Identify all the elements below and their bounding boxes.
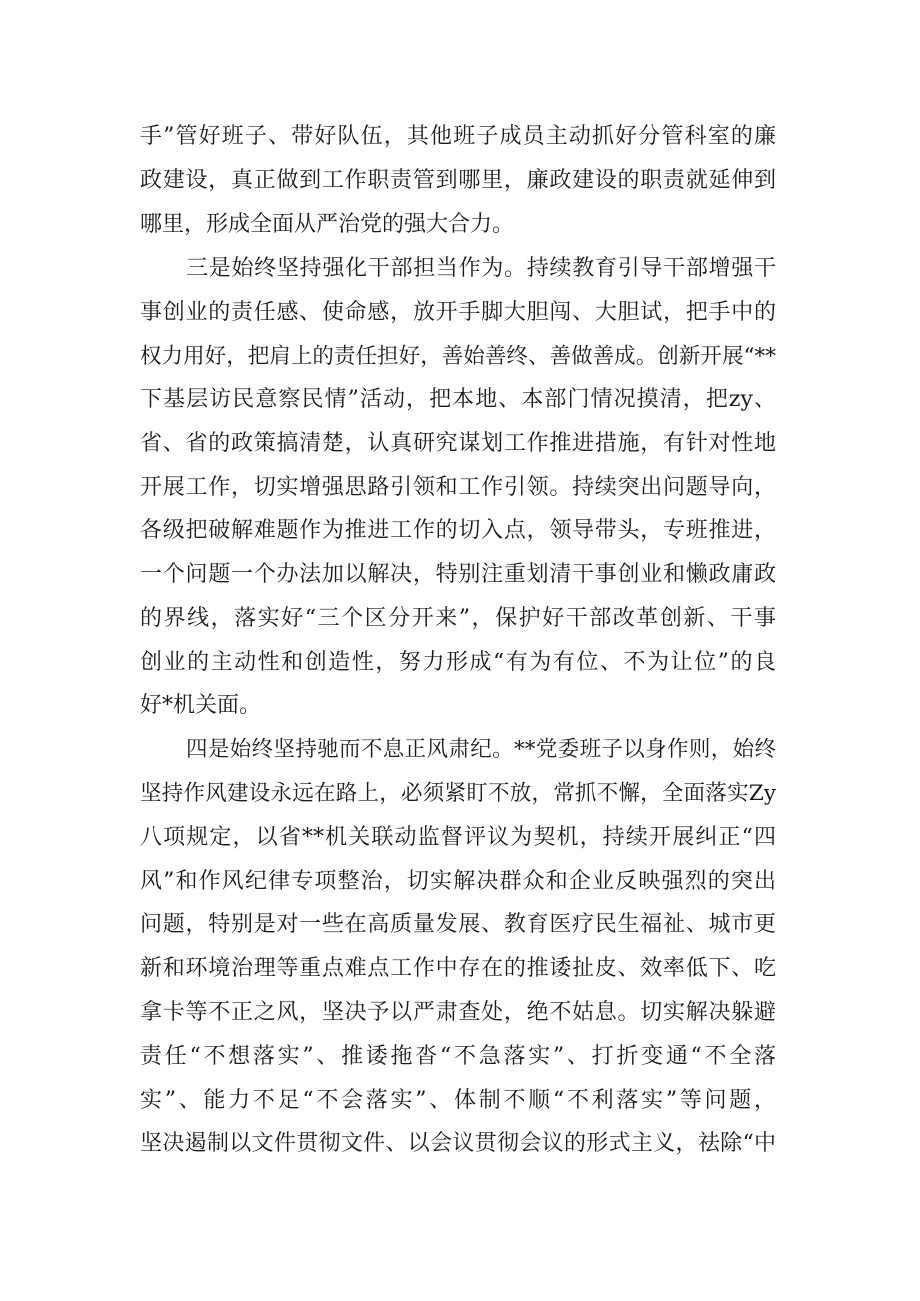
text-line: 坚持作风建设永远在路上，必须紧盯不放，常抓不懈，全面落实Zy bbox=[140, 781, 776, 806]
text-line: 手”管好班子、带好队伍，其他班子成员主动抓好分管科室的廉 bbox=[140, 124, 776, 149]
text-line: 的界线，落实好“三个区分开来”，保护好干部改革创新、干事 bbox=[140, 606, 776, 631]
text-line: 创业的主动性和创造性，努力形成“有为有位、不为让位”的良 bbox=[140, 650, 776, 675]
text-line: 三是始终坚持强化干部担当作为。持续教育引导干部增强干 bbox=[186, 256, 776, 281]
text-line: 下基层访民意察民情”活动，把本地、本部门情况摸清，把zy、 bbox=[140, 387, 776, 412]
text-line: 事创业的责任感、使命感，放开手脚大胆闯、大胆试，把手中的 bbox=[140, 300, 776, 325]
text-line: 政建设，真正做到工作职责管到哪里，廉政建设的职责就延伸到 bbox=[140, 168, 776, 193]
text-line: 实”、能力不足“不会落实”、体制不顺“不利落实”等问题， bbox=[140, 1088, 776, 1113]
text-line: 权力用好，把肩上的责任担好，善始善终、善做善成。创新开展“** bbox=[140, 344, 776, 369]
text-line: 好*机关面。 bbox=[140, 693, 262, 718]
text-line: 风”和作风纪律专项整治，切实解决群众和企业反映强烈的突出 bbox=[140, 869, 776, 894]
text-line: 问题，特别是对一些在高质量发展、教育医疗民生福祉、城市更 bbox=[140, 912, 776, 937]
text-line: 省、省的政策搞清楚，认真研究谋划工作推进措施，有针对性地 bbox=[140, 431, 776, 456]
text-line: 哪里，形成全面从严治党的强大合力。 bbox=[140, 212, 515, 237]
text-line: 四是始终坚持驰而不息正风肃纪。**党委班子以身作则，始终 bbox=[186, 737, 776, 762]
text-line: 一个问题一个办法加以解决，特别注重划清干事创业和懒政庸政 bbox=[140, 562, 776, 587]
text-line: 八项规定，以省**机关联动监督评议为契机，持续开展纠正“四 bbox=[140, 825, 776, 850]
text-line: 各级把破解难题作为推进工作的切入点，领导带头，专班推进， bbox=[140, 518, 776, 543]
text-line: 责任“不想落实”、推诿拖沓“不急落实”、打折变通“不全落 bbox=[140, 1044, 776, 1069]
text-line: 拿卡等不正之风，坚决予以严肃查处，绝不姑息。切实解决躲避 bbox=[140, 1000, 776, 1025]
text-line: 开展工作，切实增强思路引领和工作引领。持续突出问题导向， bbox=[140, 475, 776, 500]
text-line: 新和环境治理等重点难点工作中存在的推诿扯皮、效率低下、吃 bbox=[140, 956, 776, 981]
text-line: 坚决遏制以文件贯彻文件、以会议贯彻会议的形式主义，祛除“中 bbox=[140, 1131, 776, 1156]
